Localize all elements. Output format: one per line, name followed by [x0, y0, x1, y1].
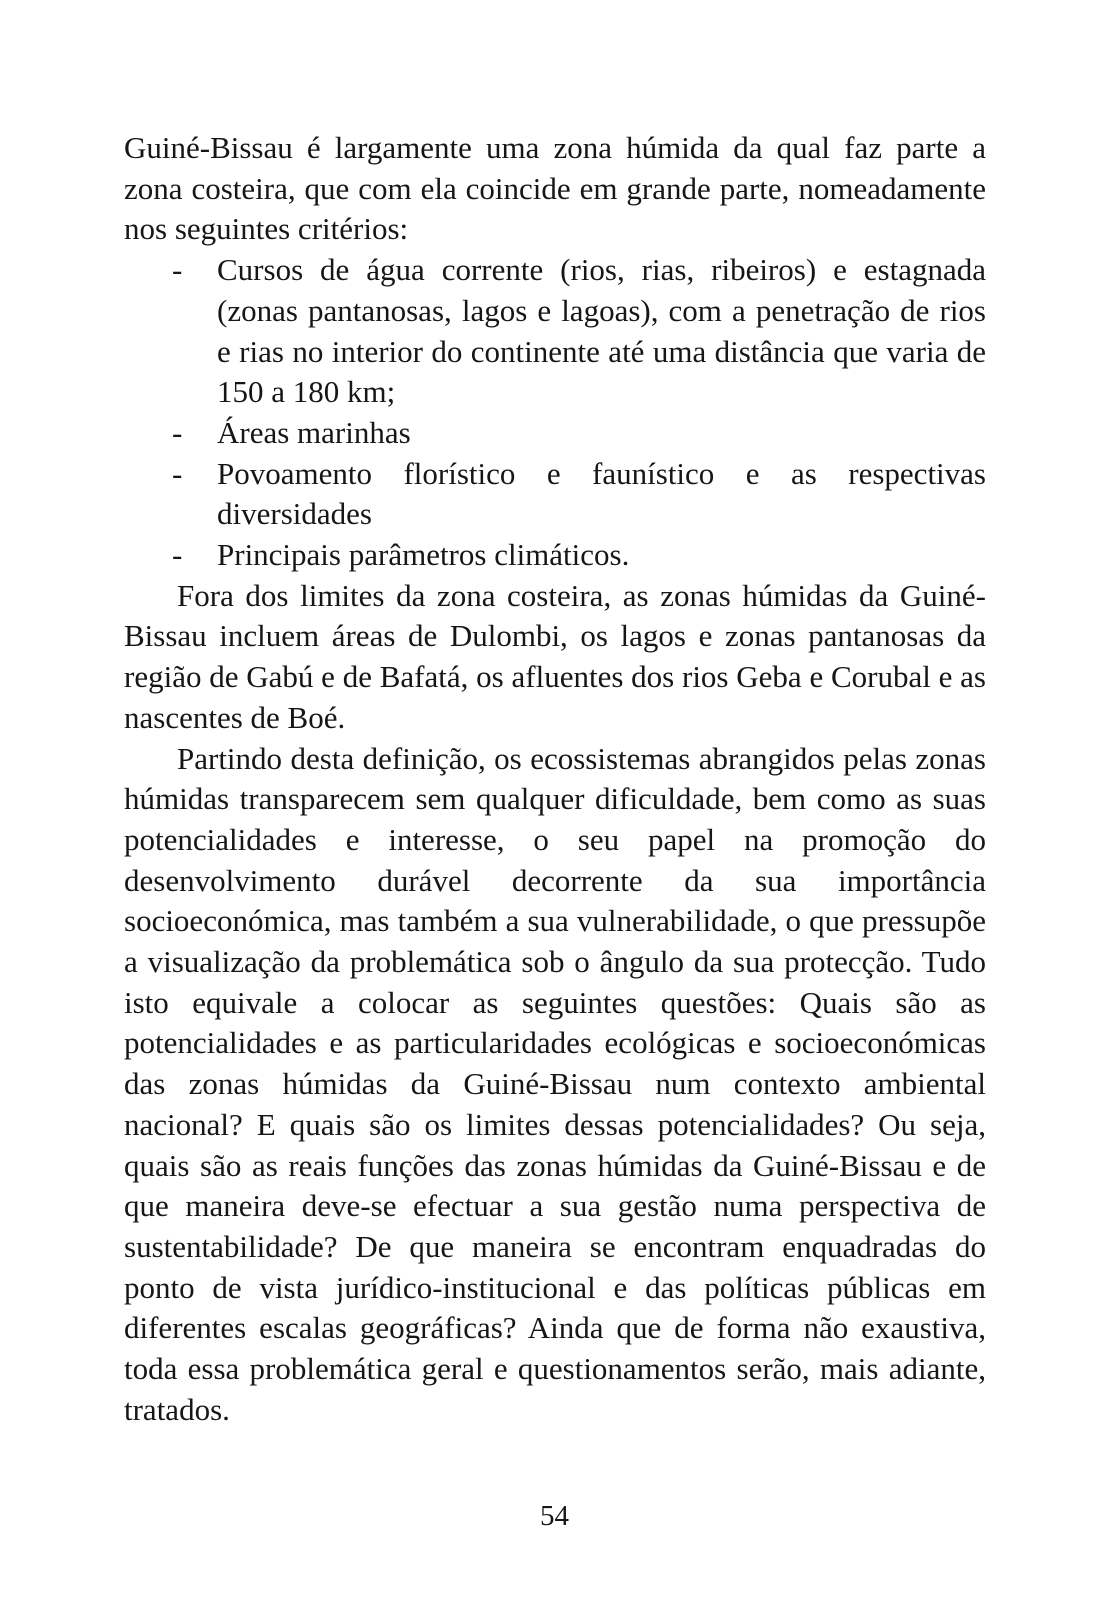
list-item-text: Cursos de água corrente (rios, rias, ribeiros) e estagnada (zonas pantanosas, lagos e lagoas), com a penetração de rios e rias no interior do continente até uma distância que varia de 150 a 180 km;	[217, 252, 986, 410]
page-number: 54	[540, 1500, 569, 1532]
list-item	[172, 454, 986, 535]
list-item	[172, 535, 986, 576]
intro-paragraph: Guiné-Bissau é largamente uma zona húmida da qual faz parte a zona costeira, que com ela coincide em grande parte, nomeadamente nos seguintes critérios:	[124, 130, 986, 247]
list-dash: -	[172, 252, 183, 288]
criteria-list	[124, 250, 986, 576]
list-item-text: Principais parâmetros climáticos.	[217, 537, 630, 573]
list-item	[172, 413, 986, 454]
list-dash: -	[172, 414, 183, 450]
list-item-text: Povoamento florístico e faunístico e as respectivas diversidades	[217, 455, 986, 532]
list-item-text: Áreas marinhas	[217, 414, 411, 450]
list-item	[172, 250, 986, 413]
list-dash: -	[172, 455, 183, 491]
body-paragraph-2: Fora dos limites da zona costeira, as zonas húmidas da Guiné-Bissau incluem áreas de Dulombi, os lagos e zonas pantanosas da região de Gabú e de Bafatá, os afluentes dos rios Geba e Corubal e as nascentes de Boé.	[124, 577, 986, 735]
page-body	[124, 128, 986, 1431]
body-paragraph-3: Partindo desta definição, os ecossistemas abrangidos pelas zonas húmidas transparecem sem qualquer dificuldade, bem como as suas potencialidades e interesse, o seu papel na promoção do desenvolvimento durável decorrente da sua importância socioeconómica, mas também a sua vulnerabilidade, o que pressupõe a visualização da problemática sob o ângulo da sua protecção. Tudo isto equivale a colocar as seguintes questões: Quais são as potencialidades e as particularidades ecológicas e socioeconómicas das zonas húmidas da Guiné-Bissau num contexto ambiental nacional? E quais são os limites dessas potencialidades? Ou seja, quais são as reais funções das zonas húmidas da Guiné-Bissau e de que maneira deve-se efectuar a sua gestão numa perspectiva de sustentabilidade? De que maneira se encontram enquadradas do ponto de vista jurídico-institucional e das políticas públicas em diferentes escalas geográficas? Ainda que de forma não exaustiva, toda essa problemática geral e questionamentos serão, mais adiante, tratados.	[124, 740, 986, 1427]
list-dash: -	[172, 537, 183, 573]
